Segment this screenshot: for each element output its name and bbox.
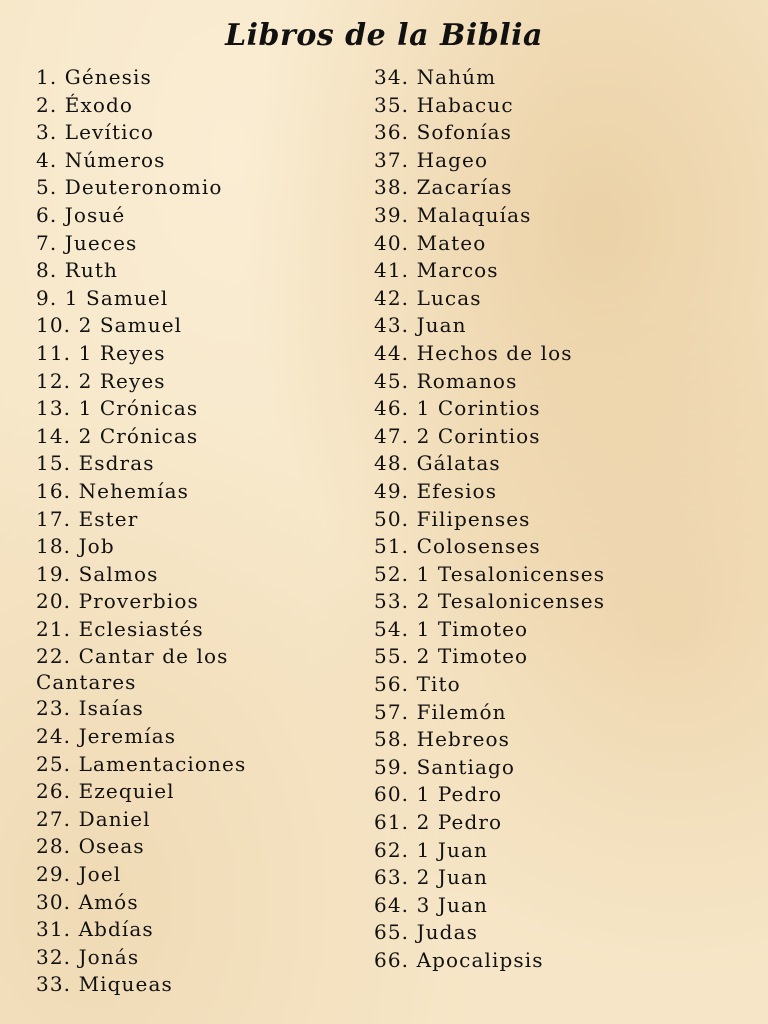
book-item: 52. 1 Tesalonicenses bbox=[374, 561, 606, 586]
book-item: 64. 3 Juan bbox=[374, 892, 488, 917]
book-item: 17. Ester bbox=[36, 506, 139, 531]
book-item: 51. Colosenses bbox=[374, 534, 541, 559]
book-item: 1. Génesis bbox=[36, 65, 152, 89]
book-item: 63. 2 Juan bbox=[374, 865, 488, 890]
book-item: 34. Nahúm bbox=[374, 65, 497, 89]
book-item: 40. Mateo bbox=[374, 230, 487, 255]
book-item: 20. Proverbios bbox=[36, 589, 199, 614]
book-item: 13. 1 Crónicas bbox=[36, 396, 199, 421]
page-title: Libros de la Biblia bbox=[225, 18, 543, 53]
book-item: 58. Hebreos bbox=[374, 727, 511, 752]
book-item: 14. 2 Crónicas bbox=[36, 423, 199, 448]
book-item: 12. 2 Reyes bbox=[36, 368, 166, 393]
book-item: 65. Judas bbox=[374, 920, 478, 945]
book-item: 60. 1 Pedro bbox=[374, 782, 503, 807]
book-item: 56. Tito bbox=[374, 672, 461, 697]
book-item: 36. Sofonías bbox=[374, 120, 513, 145]
book-item: 6. Josué bbox=[36, 202, 126, 227]
book-item: 35. Habacuc bbox=[374, 92, 514, 117]
book-item: 21. Eclesiastés bbox=[36, 616, 204, 641]
book-item: 55. 2 Timoteo bbox=[374, 644, 529, 669]
book-item: 41. Marcos bbox=[374, 258, 499, 283]
book-item: 32. Jonás bbox=[36, 944, 140, 969]
book-item: 15. Esdras bbox=[36, 451, 155, 476]
book-item: 19. Salmos bbox=[36, 561, 159, 586]
book-item: 62. 1 Juan bbox=[374, 837, 488, 862]
book-item: 10. 2 Samuel bbox=[36, 313, 183, 338]
book-item: 48. Gálatas bbox=[374, 451, 501, 476]
book-item: 5. Deuteronomio bbox=[36, 175, 223, 200]
book-item: 27. Daniel bbox=[36, 806, 151, 831]
book-item: 47. 2 Corintios bbox=[374, 423, 541, 448]
book-item: 3. Levítico bbox=[36, 120, 155, 145]
books-column-right bbox=[374, 64, 744, 975]
book-item: 9. 1 Samuel bbox=[36, 285, 169, 310]
books-column-left bbox=[36, 64, 366, 999]
book-item: 28. Oseas bbox=[36, 834, 145, 859]
book-item: 24. Jeremías bbox=[36, 724, 177, 749]
book-item: 42. Lucas bbox=[374, 285, 482, 310]
book-item: 44. Hechos de los bbox=[374, 340, 573, 365]
book-item: 37. Hageo bbox=[374, 147, 489, 172]
book-item: 31. Abdías bbox=[36, 917, 154, 942]
book-item: 22. Cantar de los Cantares bbox=[36, 644, 229, 695]
book-item: 54. 1 Timoteo bbox=[374, 616, 529, 641]
book-item: 4. Números bbox=[36, 147, 166, 172]
book-item: 43. Juan bbox=[374, 313, 467, 338]
book-item: 8. Ruth bbox=[36, 258, 118, 283]
book-item: 2. Éxodo bbox=[36, 92, 134, 117]
book-item: 16. Nehemías bbox=[36, 478, 189, 503]
book-item: 18. Job bbox=[36, 534, 115, 559]
book-item: 7. Jueces bbox=[36, 230, 138, 255]
book-item: 61. 2 Pedro bbox=[374, 810, 503, 835]
book-item: 26. Ezequiel bbox=[36, 779, 175, 804]
book-item: 23. Isaías bbox=[36, 696, 144, 721]
book-item: 30. Amós bbox=[36, 889, 139, 914]
book-item: 49. Efesios bbox=[374, 478, 498, 503]
book-item: 25. Lamentaciones bbox=[36, 751, 247, 776]
book-item: 50. Filipenses bbox=[374, 506, 531, 531]
book-item: 11. 1 Reyes bbox=[36, 340, 166, 365]
book-item: 46. 1 Corintios bbox=[374, 396, 541, 421]
book-item: 38. Zacarías bbox=[374, 175, 513, 200]
book-item: 45. Romanos bbox=[374, 368, 518, 393]
book-item: 29. Joel bbox=[36, 862, 122, 887]
book-item: 59. Santiago bbox=[374, 754, 516, 779]
book-item: 39. Malaquías bbox=[374, 202, 532, 227]
book-item: 53. 2 Tesalonicenses bbox=[374, 589, 606, 614]
book-item: 66. Apocalipsis bbox=[374, 948, 544, 972]
book-item: 57. Filemón bbox=[374, 699, 507, 724]
book-item: 33. Miqueas bbox=[36, 972, 173, 997]
